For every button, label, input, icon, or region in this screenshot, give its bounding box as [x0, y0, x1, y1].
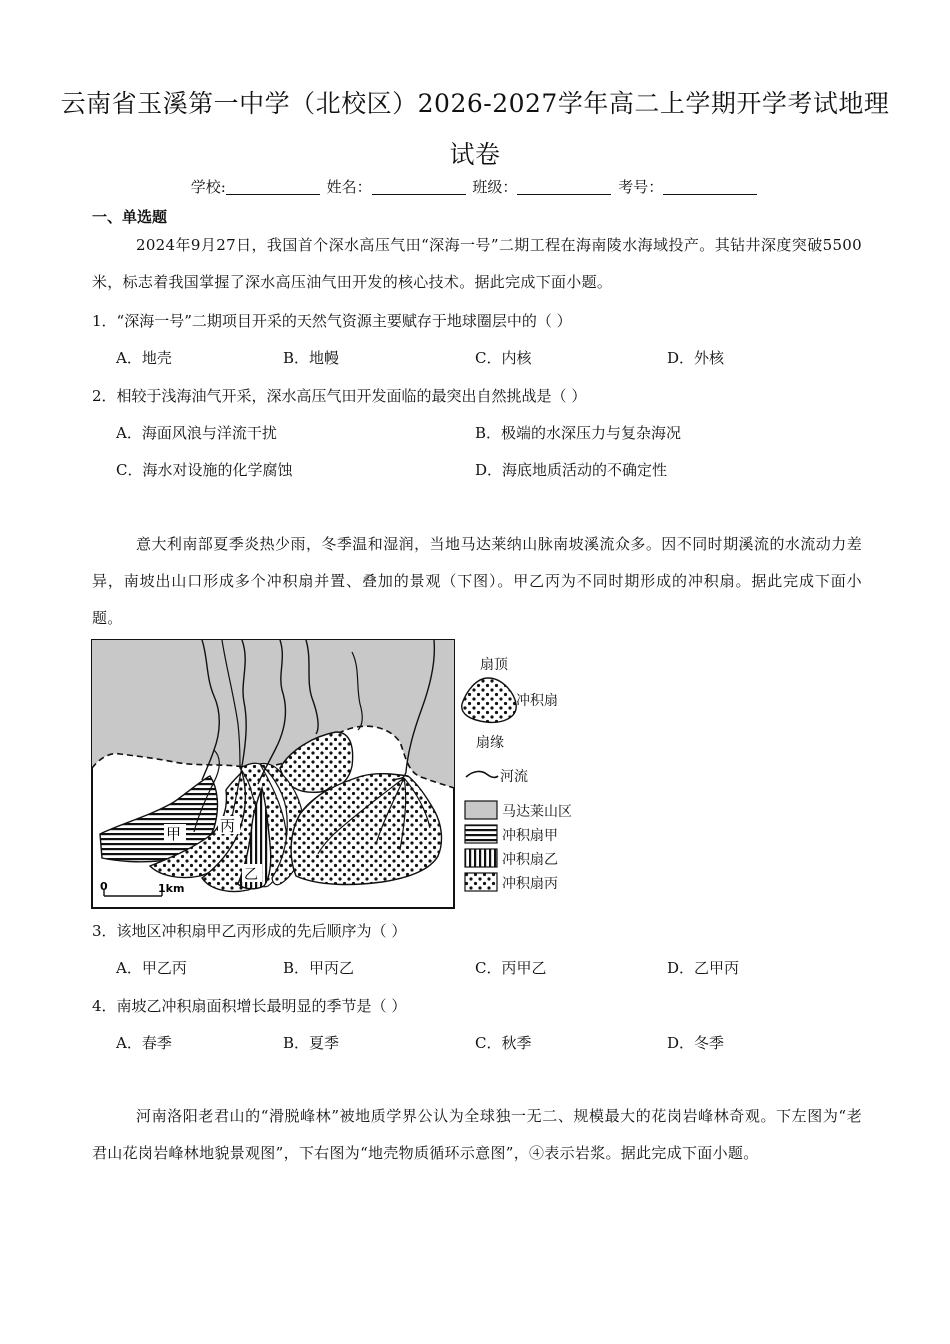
- legend-mountain-swatch: [464, 800, 498, 820]
- name-blank[interactable]: [372, 180, 466, 195]
- exam-number-label: 考号：: [618, 178, 664, 196]
- q1-option-a[interactable]: A．地壳: [116, 349, 172, 367]
- exam-title-line2: 试卷: [449, 140, 501, 169]
- passage-3: 河南洛阳老君山的“滑脱峰林”被地质学界公认为全球独一无二、规模最大的花岗岩峰林奇观。下左图为“老君山花岗岩峰林地貌景观图”，下右图为“地壳物质循环示意图”，④表示岩浆。据此完成下面小题。: [92, 1107, 862, 1162]
- label-bing: 丙: [220, 817, 236, 835]
- section-heading: 一、单选题: [92, 208, 168, 226]
- q2-option-d[interactable]: D．海底地质活动的不确定性: [475, 461, 668, 479]
- q3-option-a[interactable]: A．甲乙丙: [116, 959, 187, 977]
- question-3-stem: 3．该地区冲积扇甲乙丙形成的先后顺序为（ ）: [92, 922, 407, 940]
- q4-option-a[interactable]: A．春季: [116, 1034, 172, 1052]
- legend-fan-edge: 扇缘: [476, 735, 504, 751]
- label-yi: 乙: [244, 867, 258, 883]
- passage-1: 2024年9月27日，我国首个深水高压气田“深海一号”二期工程在海南陵水海域投产。其钻井深度突破5500米，标志着我国掌握了深水高压油气田开发的核心技术。据此完成下面小题。: [92, 236, 862, 291]
- question-4-stem: 4．南坡乙冲积扇面积增长最明显的季节是（ ）: [92, 997, 407, 1015]
- q1-option-b[interactable]: B．地幔: [283, 349, 340, 367]
- q3-option-d[interactable]: D．乙甲丙: [667, 959, 740, 977]
- legend-fan-bing: 冲积扇丙: [502, 876, 558, 892]
- name-label: 姓名：: [326, 178, 372, 196]
- scale-zero: 0: [100, 880, 108, 893]
- q2-option-a[interactable]: A．海面风浪与洋流干扰: [116, 424, 277, 442]
- legend-fan-jia-swatch: [464, 824, 498, 844]
- legend-fan-bing-swatch: [464, 872, 498, 892]
- scale-km: 1km: [158, 882, 185, 895]
- exam-number-blank[interactable]: [663, 180, 757, 195]
- map-legend: [458, 648, 608, 898]
- legend-fan-shape: [458, 674, 522, 726]
- legend-river-icon: [464, 768, 500, 782]
- q3-option-b[interactable]: B．甲丙乙: [283, 959, 355, 977]
- student-info-line: [0, 176, 950, 197]
- label-jia: 甲: [166, 825, 182, 843]
- q2-option-b[interactable]: B．极端的水深压力与复杂海况: [475, 424, 682, 442]
- legend-fan-jia: 冲积扇甲: [502, 828, 558, 844]
- q3-option-c[interactable]: C．丙甲乙: [475, 959, 547, 977]
- legend-fan-top: 扇顶: [480, 657, 508, 673]
- class-blank[interactable]: [517, 180, 611, 195]
- class-label: 班级：: [472, 178, 518, 196]
- q4-option-b[interactable]: B．夏季: [283, 1034, 340, 1052]
- q4-option-d[interactable]: D．冬季: [667, 1034, 725, 1052]
- legend-fan-yi: 冲积扇乙: [502, 852, 558, 868]
- exam-title-line1: 云南省玉溪第一中学（北校区）2026-2027学年高二上学期开学考试地理: [60, 89, 890, 118]
- legend-mountain: 马达莱山区: [502, 804, 572, 820]
- passage-2: 意大利南部夏季炎热少雨，冬季温和湿润，当地马达莱纳山脉南坡溪流众多。因不同时期溪流的水流动力差异，南坡出山口形成多个冲积扇并置、叠加的景观（下图）。甲乙丙为不同时期形成的冲积扇。据此完成下面小题。: [92, 535, 862, 627]
- q4-option-c[interactable]: C．秋季: [475, 1034, 532, 1052]
- q2-option-c[interactable]: C．海水对设施的化学腐蚀: [116, 461, 293, 479]
- legend-fan: 冲积扇: [516, 693, 558, 709]
- school-blank[interactable]: [226, 180, 320, 195]
- question-1-stem: 1．“深海一号”二期项目开采的天然气资源主要赋存于地球圈层中的（ ）: [92, 312, 572, 330]
- legend-fan-yi-swatch: [464, 848, 498, 868]
- q1-option-d[interactable]: D．外核: [667, 349, 725, 367]
- question-2-stem: 2．相较于浅海油气开采，深水高压气田开发面临的最突出自然挑战是（ ）: [92, 387, 587, 405]
- legend-river: 河流: [500, 769, 528, 785]
- school-label: 学校:: [190, 178, 226, 196]
- q1-option-c[interactable]: C．内核: [475, 349, 532, 367]
